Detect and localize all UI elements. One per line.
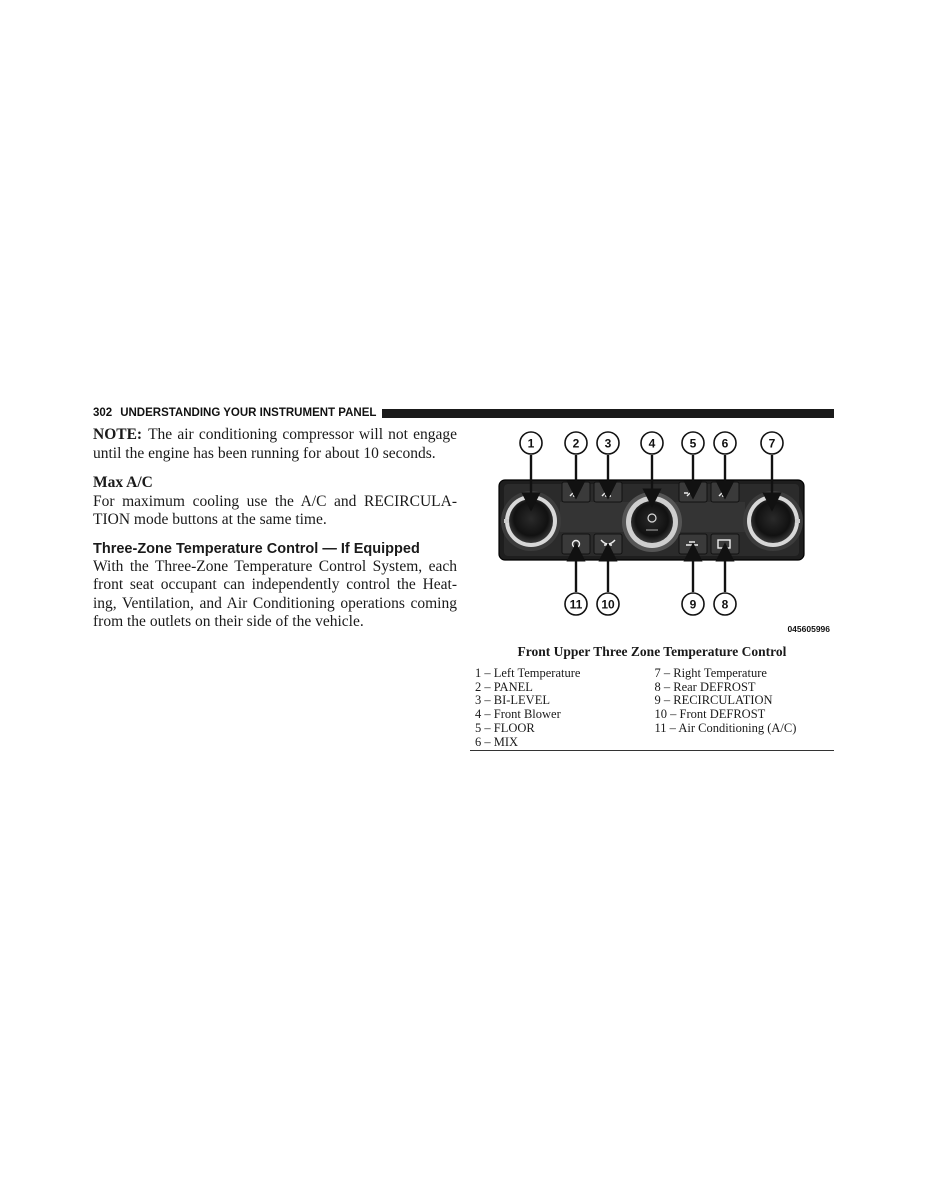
callout-label: 8: [721, 597, 729, 612]
legend-item: 4 – Front Blower: [475, 707, 561, 722]
note-label: NOTE:: [93, 426, 143, 443]
control-panel-figure: [470, 426, 834, 641]
legend-item: 1 – Left Temperature: [475, 666, 581, 680]
callout-label: 11: [569, 597, 583, 612]
legend-item: 8 – Rear DEFROST: [654, 679, 756, 694]
header-bar: [382, 409, 834, 418]
callout-label: 5: [689, 436, 697, 451]
callout-label: 3: [604, 436, 612, 451]
note-text: The air conditioning compressor will not engage until the engine has been running for about 10 seconds.: [93, 426, 457, 462]
control-panel-illustration: [470, 426, 834, 641]
page-number: 302: [93, 407, 113, 419]
page-header: [93, 405, 834, 421]
body-text-column: [93, 426, 457, 632]
figure-caption: Front Upper Three Zone Temperature Control: [517, 644, 787, 659]
three-zone-heading: Three-Zone Temperature Control — If Equipped: [93, 540, 420, 557]
max-ac-heading: Max A/C: [93, 474, 153, 491]
figure-legend: [475, 667, 834, 749]
legend-item: 11 – Air Conditioning (A/C): [654, 720, 797, 735]
legend-item: 10 – Front DEFROST: [654, 707, 766, 722]
legend-column-left: [475, 667, 655, 749]
legend-column-right: [655, 667, 835, 749]
front-blower-knob: [622, 492, 682, 552]
legend-item: 5 – FLOOR: [475, 720, 535, 735]
max-ac-text: For maximum cooling use the A/C and RECIRCULA-TION mode buttons at the same time.: [93, 492, 457, 528]
legend-item: 2 – PANEL: [475, 679, 533, 694]
section-title: UNDERSTANDING YOUR INSTRUMENT PANEL: [120, 407, 377, 419]
legend-bottom-rule: [470, 750, 834, 751]
callout-label: 6: [721, 436, 729, 451]
callout-label: 9: [689, 597, 697, 612]
callout-label: 10: [601, 597, 615, 612]
three-zone-text: With the Three-Zone Temperature Control System, each front seat occupant can independently control the Heat-ing, Ventilation, and Air Conditioning operations coming from the outlets on their side of the vehicle.: [93, 557, 457, 630]
callout-label: 2: [572, 436, 580, 451]
figure-code: 045605996: [787, 624, 830, 634]
callout-label: 4: [648, 436, 656, 451]
callout-label: 7: [768, 436, 776, 451]
note-paragraph: [93, 426, 457, 463]
callout-label: 1: [527, 436, 535, 451]
legend-item: 6 – MIX: [475, 734, 519, 749]
legend-item: 3 – BI-LEVEL: [475, 693, 550, 708]
legend-item: 9 – RECIRCULATION: [654, 693, 773, 708]
legend-item: 7 – Right Temperature: [654, 666, 767, 680]
